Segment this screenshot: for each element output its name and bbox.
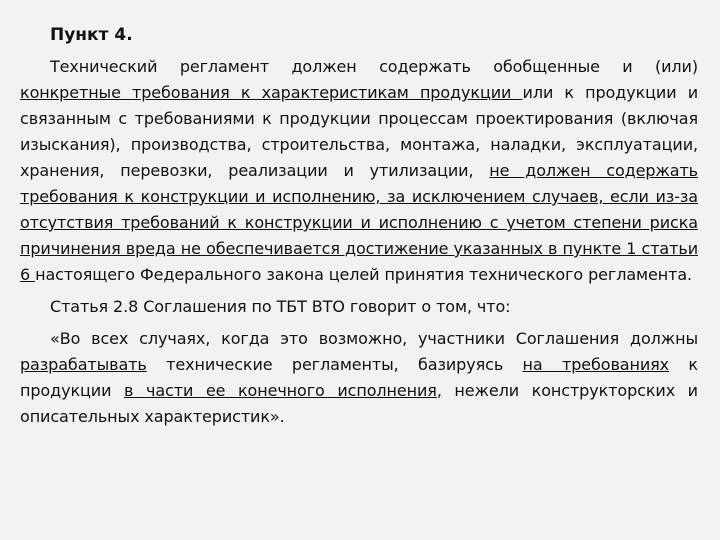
underlined-fragment: в части ее конечного исполнения bbox=[124, 381, 437, 400]
text-fragment: настоящего Федерального закона целей принятия технического регламента. bbox=[35, 265, 693, 284]
text-fragment: к продукции bbox=[20, 355, 698, 400]
underlined-fragment: на требованиях bbox=[522, 355, 670, 374]
text-fragment: Технический регламент должен содержать обобщенные и (или) bbox=[50, 57, 698, 76]
paragraph-regulation bbox=[20, 54, 698, 288]
text-fragment: , нежели конструкторских и описательных характеристик». bbox=[20, 381, 698, 426]
underlined-fragment: разрабатывать bbox=[20, 355, 147, 374]
text-fragment: «Во всех случаях, когда это возможно, участники Соглашения должны bbox=[50, 329, 698, 348]
section-heading: Пункт 4. bbox=[50, 25, 133, 45]
underlined-fragment: не должен содержать требования к конструкции и исполнению, за исключением случаев, если из-за отсутствия требований к конструкции и исполнению с учетом степени риска причинения вреда не обеспечивается достижение указанных в пункте 1 статьи 6 bbox=[20, 161, 698, 284]
text-fragment: или к продукции и связанным с требованиями к продукции процессам проектирования (включая изыскания), производства, строительства, монтажа, наладки, эксплуатации, хранения, перевозки, реализации и утилизации, bbox=[20, 83, 698, 180]
text-fragment: технические регламенты, базируясь bbox=[146, 355, 523, 374]
underlined-fragment: конкретные требования к характеристикам продукции bbox=[20, 83, 523, 102]
paragraph-wto-quote bbox=[20, 326, 698, 430]
paragraph-wto-intro: Статья 2.8 Соглашения по ТБТ ВТО говорит о том, что: bbox=[50, 297, 511, 316]
